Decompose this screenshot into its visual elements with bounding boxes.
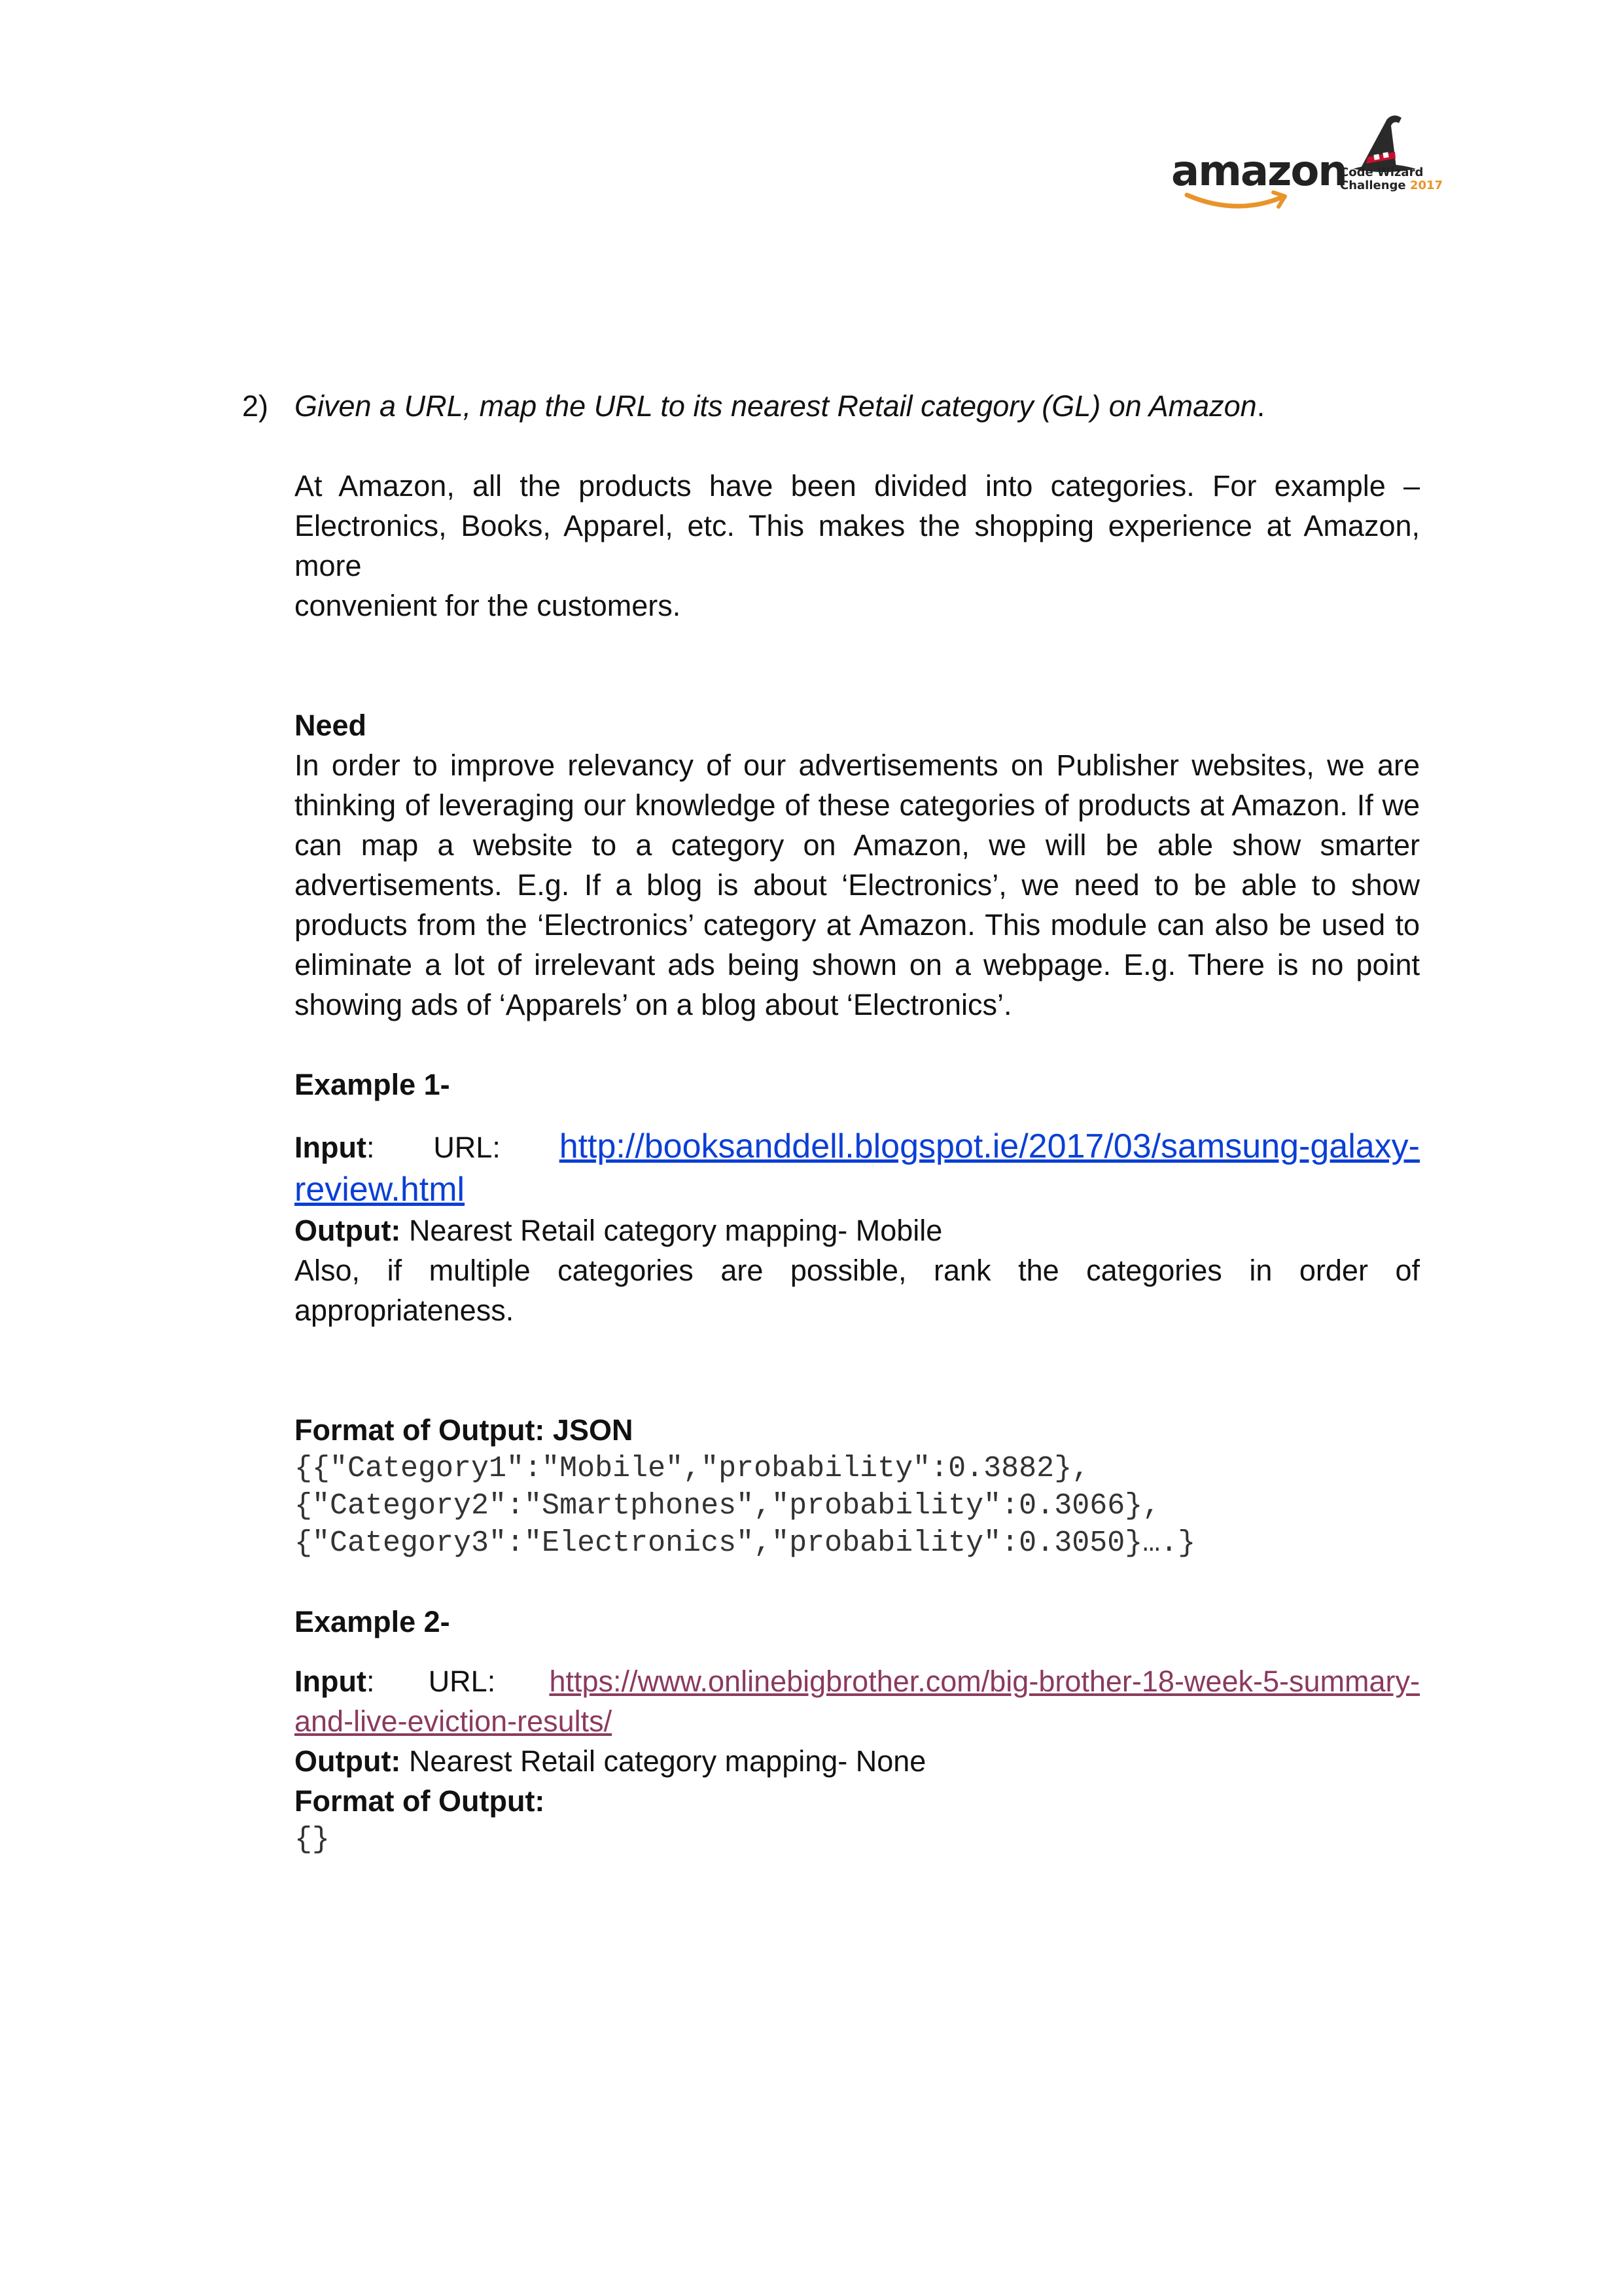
need-line: eliminate a lot of irrelevant ads being shown on a webpage. E.g. There is no point	[294, 948, 1420, 981]
intro-line: At Amazon, all the products have been divided into categories. For example –	[294, 469, 1420, 503]
example-1-note: Also, if multiple categories are possible, rank the categories in order of	[294, 1254, 1420, 1287]
output-label: Output:	[294, 1744, 401, 1778]
example-2-output-line	[294, 1741, 1420, 1781]
amazon-code-wizard-logo	[1171, 111, 1443, 222]
need-section	[242, 705, 1420, 1025]
example-2-section	[242, 1602, 1420, 1858]
example-2-input-line: Input: URL: https://www.onlinebigbrother.com/big-brother-18-week-5-summary-	[294, 1665, 1420, 1698]
question-number: 2)	[242, 389, 269, 423]
example-1-output-line	[294, 1210, 1420, 1250]
json-output-line: {"Category3":"Electronics","probability":0.3050}….}	[294, 1527, 1196, 1560]
question-title: 2) Given a URL, map the URL to its nearest Retail category (GL) on Amazon.	[242, 386, 1420, 426]
url-label: URL:	[428, 1665, 496, 1698]
example-1-section	[242, 1065, 1420, 1562]
need-line: showing ads of ‘Apparels’ on a blog about ‘Electronics’.	[294, 988, 1012, 1021]
example-1-url-link-continued[interactable]: review.html	[294, 1171, 465, 1209]
json-empty-output: {}	[294, 1823, 330, 1856]
output-label: Output:	[294, 1214, 401, 1247]
intro-line: Electronics, Books, Apparel, etc. This makes the shopping experience at Amazon, more	[294, 509, 1420, 582]
example-1-format-heading: Format of Output: JSON	[294, 1413, 633, 1447]
example-1-input-line: Input: URL: http://booksanddell.blogspot.ie/2017/03/samsung-galaxy-	[294, 1127, 1420, 1165]
document-body	[242, 386, 1420, 1858]
example-2-format-heading: Format of Output:	[294, 1784, 545, 1818]
intro-paragraph	[242, 466, 1420, 626]
json-output-line: {{"Category1":"Mobile","probability":0.3882},	[294, 1452, 1090, 1485]
example-1-url-link[interactable]: http://booksanddell.blogspot.ie/2017/03/samsung-galaxy-	[559, 1127, 1420, 1165]
example-2-heading: Example 2-	[294, 1605, 450, 1638]
intro-line: convenient for the customers.	[294, 589, 681, 622]
need-line: In order to improve relevancy of our advertisements on Publisher websites, we are	[294, 749, 1420, 782]
need-line: products from the ‘Electronics’ category at Amazon. This module can also be used to	[294, 908, 1420, 942]
need-line: can map a website to a category on Amazon, we will be able show smarter	[294, 828, 1420, 862]
logo-tagline: Code Wizard Challenge 2017	[1340, 166, 1443, 192]
need-heading: Need	[294, 709, 367, 742]
amazon-wordmark: amazon	[1171, 147, 1347, 196]
example-2-url-link[interactable]: https://www.onlinebigbrother.com/big-brother-18-week-5-summary-	[549, 1665, 1420, 1698]
output-text: Nearest Retail category mapping- None	[408, 1744, 926, 1778]
example-2-url-link-continued[interactable]: and-live-eviction-results/	[294, 1704, 612, 1738]
example-1-note-continued: appropriateness.	[294, 1294, 514, 1327]
question-title-text: Given a URL, map the URL to its nearest Retail category (GL) on Amazon	[294, 389, 1257, 423]
json-output-line: {"Category2":"Smartphones","probability":0.3066},	[294, 1489, 1161, 1523]
example-1-heading: Example 1-	[294, 1068, 450, 1101]
input-label: Input	[294, 1131, 366, 1164]
need-line: thinking of leveraging our knowledge of these categories of products at Amazon. If we	[294, 788, 1420, 822]
url-label: URL:	[433, 1131, 501, 1164]
input-label: Input	[294, 1665, 366, 1698]
need-line: advertisements. E.g. If a blog is about ‘Electronics’, we need to be able to show	[294, 868, 1420, 902]
output-text: Nearest Retail category mapping- Mobile	[408, 1214, 943, 1247]
amazon-smile-arrow-icon	[1183, 188, 1294, 215]
